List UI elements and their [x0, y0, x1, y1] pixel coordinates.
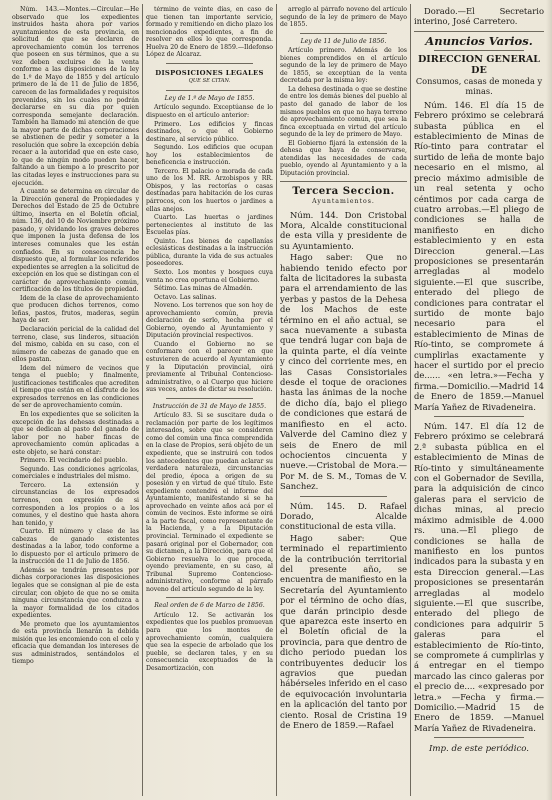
law-date-heading: Instrucción de 31 de Mayo de 1855.: [152, 402, 267, 410]
notice-paragraph: Núm. 144. Don Cristobal Mora, Alcalde constitucional de esta villa y presidente de su Ayuntamiento.: [280, 209, 407, 251]
separator: [166, 597, 253, 598]
paragraph: Artículo primero. Además de los bienes comprendidos en el artículo segundo de la ley de primero de Mayo de 1855, se exceptúan de la venta decretada por la misma ley:: [280, 47, 407, 85]
paragraph: Dorado.—El Secretario interino, José Carretero.: [414, 6, 544, 27]
paragraph: A cuanto se determina en circular de la Dirección general de Propiedades y Derechos del Estado de 25 de Octubre último, inserta en el Boletín oficial, núm. 136, del 10 de Noviembre próximo pasado, y olvidando los graves deberes que imponen la justa defensa de los intereses comunales que les están confiados. En su consecuencia he dispuesto que, al formular los referidos expedientes se arreglen a la solicitud de excepción en los que se distingan con el carácter de aprovechamiento común, certificación de los títulos de propiedad.: [12, 188, 139, 294]
ads-heading: Anuncios Varios.: [425, 33, 533, 48]
paragraph: término de veinte días, en caso de que tienen tan importante servicio, formado y remitiendo en dicho plazo los mencionados expedientes, a fin de resolver en ellos lo que corresponda. Huelva 20 de Enero de 1859.—Ildefonso López de Alcaraz.: [146, 6, 273, 59]
notice-paragraph: Hago saber: Que terminado el repartimiento de la contribución territorial del presente año, se encuentra de manifiesto en la Secretaría del Ayuntamiento por el término de ocho días, que darán principio desde que aparezca este inserto en el Boletín oficial de la provincia, para que dentro de dicho periodo puedan los contribuyentes deducir los agravios que puedan hábérseles inferido en el caso de equivocación involuntaria en la aplicación del tanto por ciento. Rosal de Cristina 19 de Enero de 1859.—Rafael: [280, 532, 407, 731]
paragraph: La dehesa destinada o que se destine de entre los demás bienes del pueblo al pasto del ganado de labor de los mismos pueblos en que no haya terreno de aprovechamiento común, que sea la finca exceptuada en virtud del artículo segundo de la ley de primero de Mayo.: [280, 85, 407, 139]
paper-edge: [546, 0, 552, 800]
directorate-subtitle: Consumos, casas de moneda y minas.: [415, 76, 543, 97]
column-3: [280, 6, 407, 794]
paragraph: Artículo 83. Si se suscitare duda o reclamación por parte de los legítimos interesados, sobre que se consideren como del común una finca comprendida en la clase de Propios, será objeto de un expediente, que se instruirá con todos los antecedentes que puedan aclarar su verdadera naturaleza, circunstancias del predio, época a origen de su posesión y en virtud de qué título. Este expediente contendrá el informe del Ayuntamiento, manifestando si se ha aprovechado en veinte años acá por el común de vecinos. Este informe se oirá a la parte fiscal, como representante de la Hacienda, y a la Diputación provincial. Terminado el expediente se pasará original por el Gobernador, con su dictamen, a la Dirección, para que el Gobierno resuelva lo que proceda, oyendo previamente, en su caso, al Tribunal Supremo Contencioso-administrativo, conforme al párrafo noveno del artículo segundo de la ley.: [146, 412, 273, 593]
notice-paragraph: Núm. 147. El día 12 de Febrero próximo se celebrará 2.ª subasta pública en el establecimiento de Minas de Río-tinto y simultáneamente con el Gobernador de Sevilla, para la adquisición de cinco galeras para el servicio de dichas minas, al precio máximo admisible de 4.000 rs. una.—El pliego de condiciones se halla de manifiesto en los puntos indicados para la subasta y en esta Direccion general.—Las proposiciones se presentarán arregladas al modelo siguiente.—El que suscribe, enterado del pliego de condiciones para adquirir 5 galeras para el establecimiento de Río-tinto, se compromete á cumplirlas y á entregar en el tiempo marcado las cinco galeras por el precio de.... «expresado por letra.» —Fecha y firma.—Domicilio.—Madrid 15 de Enero de 1859. —Manuel María Yañez de Rivadeneira.: [414, 421, 544, 733]
separator: [166, 398, 253, 399]
column-2: [146, 6, 273, 794]
paragraph: Idem del número de vecinos que tenga el pueblo; y finalmente, justificaciones testificales que acrediten el tiempo que están en el disfrute de los expresados terrenos en las condiciones de ser de aprovechamiento común.: [12, 364, 139, 410]
law-date-heading: Ley de 11 de Julio de 1856.: [300, 37, 387, 45]
column-1: [12, 6, 139, 794]
section-title: Tercera Seccion.: [292, 185, 395, 198]
paragraph: Además se tendrán presentes por dichas corporaciones las disposiciones legales que se consignan al pie de esta circular, con objeto de que no se omita ninguna circunstancia que conduzca a la mayor formalidad de los citados expedientes.: [12, 566, 139, 620]
section-heading: DISPOSICIONES LEGALES: [155, 68, 264, 77]
separator: [434, 50, 524, 51]
separator: [166, 90, 253, 91]
paragraph: Octavo. Las salinas.: [154, 293, 217, 301]
printer-credit: Imp. de este periódico.: [428, 744, 530, 755]
separator: [166, 63, 253, 64]
paragraph: Idem de la clase de aprovechamiento que producen dichos terrenos, como leñas, pastos, frutos, maderas, según haya de ser.: [12, 294, 139, 325]
notice-paragraph: Hago saber: Que no habiendo tenido efecto por falta de licitadores la subasta para el arrendamiento de las yerbas y pastos de la Dehesa de los Machos de este término en el año actual, se saca nuevamente a subasta que tendrá lugar con baja de la quinta parte, el día veinte y cinco del corriente mes, en las Casas Consistoriales desde el toque de oraciones hasta las ánimas de la noche de dicho día, bajo el pliego de condiciones que estará de manifiesto en el acto. Valverde del Camino diez y seis de Enero de mil ochocientos cincuenta y nueve.—Cristobal de Mora.—Por M. de S. M., Tomas de V. Sanchez.: [280, 252, 407, 492]
paragraph: Segundo. Los edificios que ocupan hoy los establecimientos de beneficencia e instrucción.: [146, 144, 273, 167]
section-subtitle: Ayuntamientos.: [312, 198, 375, 206]
directorate-title: DIRECCION GENERAL DE: [417, 54, 541, 76]
law-date-heading: Ley de 1.º de Mayo de 1855.: [164, 94, 255, 102]
paragraph: Tercero. La extensión y circunstancias de los expresados terrenos, con expresión de si corresponden a los propios o a los comunes, y el destino que hasta ahora han tenido, y: [12, 481, 139, 527]
paragraph: Primero. Los edificios y fincas destinados, o que el Gobierno destinare, al servicio público.: [146, 120, 273, 143]
notice-paragraph: Núm. 146. El día 15 de Febrero próximo se celebrará subasta pública en el establecimiento de Minas de Río-tinto para contratar el surtido de leña de monte bajo necesario en el mismo, al precio máximo admisible de un real setenta y ocho céntimos por cada carga de cuatro arrobas.—El pliego de condiciones se halla de manifiesto en dicho establecimiento y en esta Direccion general.—Las proposiciones se presentarán arregladas al modelo siguiente.—El que suscribe, enterado del pliego de condiciones para contratar el surtido de monte bajo necesario para el establecimiento de Minas de Río-tinto, se compromete á cumplirlas exactamente y hacer el surtido por el precio de...... «en letra.»—Fecha y firma.—Domicilio.—Madrid 14 de Enero de 1859.—Manuel María Yañez de Rivadeneira.: [414, 99, 544, 412]
paragraph: En los expedientes que se soliciten la excepción de las dehesas destinadas a que se dedican al pasto del ganado de labor por no haber fincas de aprovechamiento común aplicadas a este objeto, se hará constar:: [12, 410, 139, 456]
paragraph: Me prometo que los ayuntamientos de esta provincia llenarán la debida misión que les encomiendo con el celo y eficacia que demandan los intereses de sus administrados, sentándolos el tiempo: [12, 620, 139, 666]
paragraph: El Gobierno fijará la extensión de la dehesa que haya de conservarse, atendidas las necesidades de cada pueblo, oyendo al Ayuntamiento y a la Diputación provincial.: [280, 139, 407, 177]
paragraph: Primero. El vecindario del pueblo.: [20, 457, 128, 465]
paragraph: Sexto. Los montes y bosques cuya venta no crea oportuna el Gobierno.: [146, 268, 273, 284]
separator: [414, 31, 544, 32]
notice-paragraph: Núm. 145. D. Rafael Dorado, Alcalde constitucional de esta villa.: [280, 500, 407, 532]
paragraph: Cuarto. El número y clase de las cabezas de ganado existentes destinadas a la labor, todo conforme a lo dispuesto por el artículo primero de la instrucción de 11 de Julio de 1856.: [12, 528, 139, 566]
column-divider: [410, 4, 411, 796]
paragraph: Segundo. Las condiciones agrícolas, comerciales e industriales del mismo.: [12, 465, 139, 481]
separator: [300, 33, 387, 34]
separator: [434, 737, 524, 738]
paragraph: Cuando el Gobierno no se conformare con el parecer en que estuvieren de acuerdo el Ayuntamiento y la Diputación provincial, oirá previamente al Tribunal Contencioso-administrativo, o al Cuerpo que hiciere sus veces, antes de dictar su resolución.: [146, 340, 273, 394]
separator: [300, 496, 387, 497]
paragraph: Núm. 143.—Montes.—Circular.—He observado que los expedientes instruidos hasta ahora por varios ayuntamientos de esta provincia, en solicitud de que se declaren de aprovechamiento común los terrenos que poseen en sus términos, que a su vez deben excluirse de la venta conforme a las disposiciones de la ley de 1.º de Mayo de 1855 y del artículo primero de la de 11 de Julio de 1856, carecen de las formalidades y requisitos prevenidos, sin los cuales no podrán declararse en su día por quien corresponda semejante declaración. También ha llamado mi atención de que la mayor parte de dichas corporaciones se abstienen de pedir y someter a la resolución que sobre la excepción debía recaer a la autoridad que en este caso, lo que de ningún modo pueden hacer, faltando a un tiempo a lo prescrito por las citadas leyes e instrucciones para su ejecución.: [12, 6, 139, 187]
paragraph: Cuarto. Las huertas o jardines pertenecientes al instituto de las Escuelas pías.: [146, 214, 273, 237]
column-divider: [142, 4, 143, 796]
paragraph: Artículo segundo. Exceptúanse de lo dispuesto en el artículo anterior:: [146, 104, 273, 120]
law-date-heading: Real orden de 6 de Marzo de 1856.: [154, 602, 265, 610]
paragraph: Declaración pericial de la calidad del terreno, clase, sus linderos, situación del mismo, cabida en su caso, con el número de cabezas de ganado que en ellos pastan.: [12, 325, 139, 364]
paragraph: Sétimo. Las minas de Almadén.: [154, 285, 253, 293]
column-4: [414, 6, 544, 794]
paragraph: Quinto. Los bienes de capellanías eclesiásticas destinadas a la instrucción pública, durante la vida de sus actuales poseedores.: [146, 237, 273, 268]
paragraph: Artículo 12. Se activarán los expedientes que los pueblos promuevan para que los montes de aprovechamiento común, cualquiera que sea la especie de arbolado que los pueble, se declaren tales, y en su consecuencia exceptuados de la Desamortización, con: [146, 611, 273, 672]
paragraph: arreglo al párrafo noveno del artículo segundo de la ley de primero de Mayo de 1855.: [280, 6, 407, 29]
column-divider: [276, 4, 277, 796]
separator: [434, 416, 524, 417]
paragraph: Noveno. Los terrenos que son hoy de aprovechamiento común, previa declaración de serlo, hecha por el Gobierno, oyendo al Ayuntamiento y Diputación provincial respectivos.: [146, 302, 273, 340]
separator: [280, 181, 407, 182]
section-subheading: QUE SE CITAN.: [188, 78, 231, 85]
paragraph: Tercero. El palacio o morada de cada uno de los M. RR. Arzobispos y RR. Obispos, y las rectorías o casas destinadas para habitación de los curas párrocos, con los huertos o jardines a ellas anejos.: [146, 167, 273, 213]
